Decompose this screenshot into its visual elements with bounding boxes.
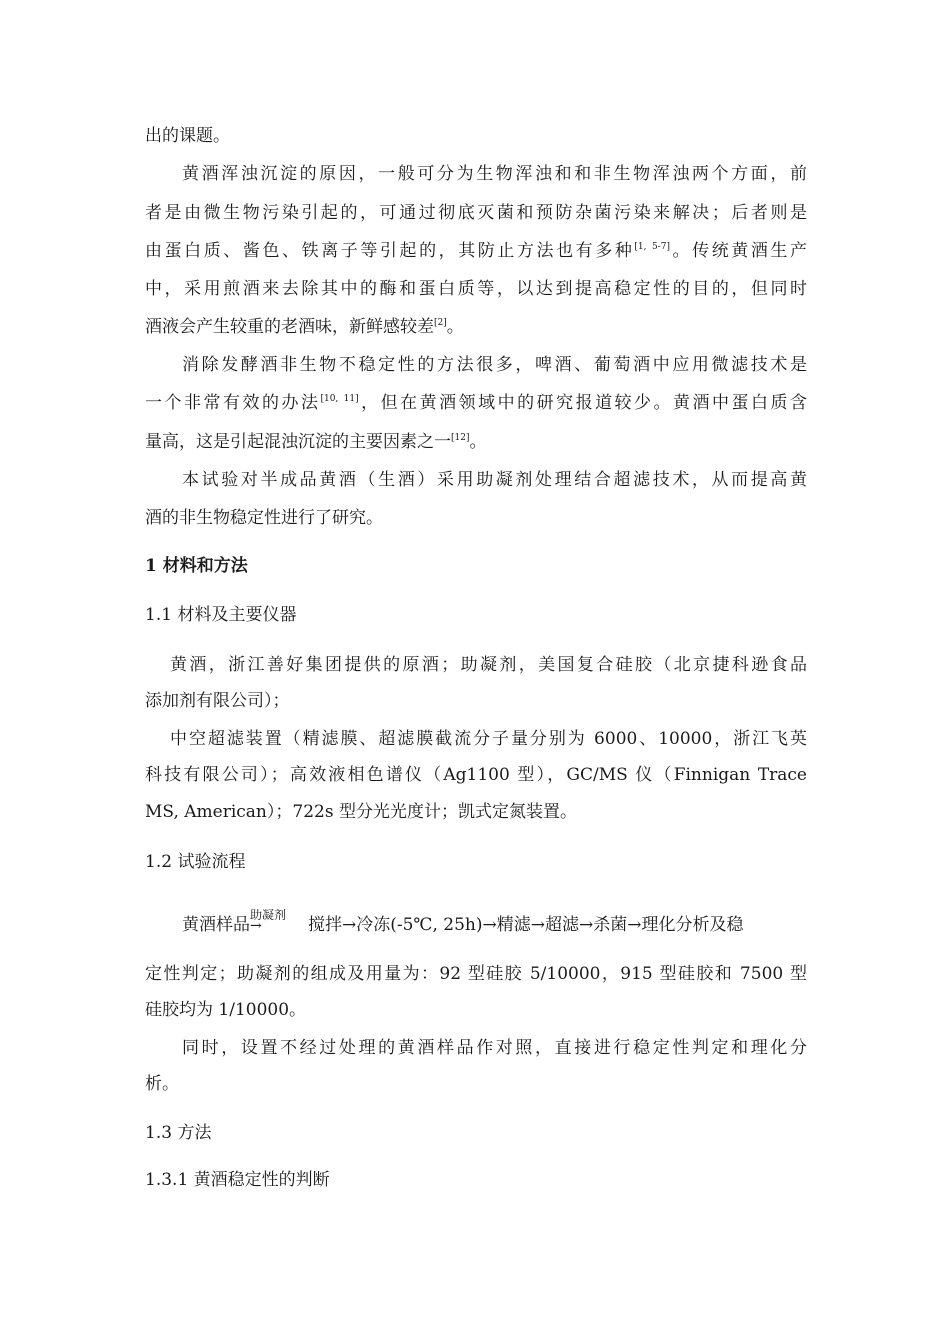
- text: 中空超滤装置（精滤膜、超滤膜截流分子量分别为 6000、10000，浙江飞英: [170, 729, 807, 749]
- reagent-arrow: [250, 908, 308, 938]
- text: 由蛋白质、酱色、铁离子等引起的，其防止方法也有多种: [145, 241, 635, 261]
- section-heading: [145, 555, 248, 577]
- heading-text: 1.1 材料及主要仪器: [145, 605, 297, 625]
- subsection-heading: [145, 1122, 211, 1144]
- citation-ref: [10, 11]: [320, 394, 359, 404]
- heading-text: 1.3.1 黄酒稳定性的判断: [145, 1170, 330, 1190]
- text: MS, American）；722s 型分光光度计；凯式定氮装置。: [145, 802, 577, 822]
- paragraph-line: [145, 963, 807, 985]
- paragraph-line: [145, 316, 464, 338]
- text: 黄酒样品: [182, 915, 250, 935]
- paragraph-line: [182, 469, 807, 491]
- paragraph-line: [170, 728, 807, 750]
- arrow-icon: →: [250, 918, 262, 934]
- text: 一个非常有效的办法: [145, 393, 321, 413]
- paragraph-line: [145, 240, 807, 262]
- paragraph-line: [145, 507, 383, 529]
- text: 。传统黄酒生产: [669, 241, 808, 261]
- subsection-heading: [145, 851, 245, 873]
- text: 消除发酵酒非生物不稳定性的方法很多，啤酒、葡萄酒中应用微滤技术是: [182, 355, 807, 375]
- text: 出的课题。: [145, 126, 230, 146]
- subsection-heading: [145, 1169, 330, 1191]
- heading-text: 1.3 方法: [145, 1123, 212, 1143]
- text: 黄酒，浙江善好集团提供的原酒；助凝剂，美国复合硅胶（北京捷科逊食品: [170, 655, 807, 675]
- text: 科技有限公司）；高效液相色谱仪（Ag1100 型），GC/MS 仪（Finnigan Trace: [145, 765, 807, 785]
- citation-ref: [12]: [451, 433, 470, 443]
- flow-line: [182, 908, 744, 938]
- paragraph-line: [182, 354, 807, 376]
- text: 。: [469, 432, 487, 452]
- text: 。: [446, 317, 464, 337]
- text: 酒液会产生较重的老酒味，新鲜感较差: [145, 317, 434, 337]
- paragraph-line: [170, 654, 807, 676]
- paragraph-line: [145, 392, 807, 414]
- text: 本试验对半成品黄酒（生酒）采用助凝剂处理结合超滤技术，从而提高黄: [182, 470, 807, 490]
- heading-text: 1 材料和方法: [145, 556, 248, 576]
- paragraph-line: [145, 801, 577, 823]
- paragraph-line: [145, 125, 230, 147]
- citation-ref: [2]: [434, 318, 447, 328]
- paragraph-line: [145, 1073, 179, 1095]
- paragraph-line: [145, 690, 290, 712]
- text: 酒的非生物稳定性进行了研究。: [145, 508, 383, 528]
- paragraph-line: [145, 278, 807, 300]
- text: 黄酒浑浊沉淀的原因，一般可分为生物浑浊和和非生物浑浊两个方面，前: [182, 164, 807, 184]
- text: 同时，设置不经过处理的黄酒样品作对照，直接进行稳定性判定和理化分: [182, 1038, 807, 1058]
- paragraph-line: [145, 764, 807, 786]
- text: 硅胶均为 1/10000。: [145, 1000, 307, 1020]
- paragraph-line: [145, 202, 807, 224]
- text: ，但在黄酒领域中的研究报道较少。黄酒中蛋白质含: [358, 393, 808, 413]
- paragraph-line: [145, 431, 486, 453]
- heading-text: 1.2 试验流程: [145, 852, 246, 872]
- arrow-label: 助凝剂: [250, 908, 287, 922]
- text: 定性判定；助凝剂的组成及用量为：92 型硅胶 5/10000，915 型硅胶和 7500 型: [145, 964, 807, 984]
- paragraph-line: [145, 999, 306, 1021]
- text: 析。: [145, 1074, 179, 1094]
- text: 量高，这是引起混浊沉淀的主要因素之一: [145, 432, 451, 452]
- text: 添加剂有限公司）；: [145, 691, 290, 711]
- text: 者是由微生物污染引起的，可通过彻底灭菌和预防杂菌污染来解决；后者则是: [145, 203, 807, 223]
- paragraph-line: [182, 1037, 807, 1059]
- paragraph-line: [182, 163, 807, 185]
- text: 搅拌→冷冻(-5℃, 25h)→精滤→超滤→杀菌→理化分析及稳: [308, 915, 744, 935]
- subsection-heading: [145, 604, 296, 626]
- citation-ref: [1, 5-7]: [634, 242, 670, 252]
- text: 中，采用煎酒来去除其中的酶和蛋白质等，以达到提高稳定性的目的，但同时: [145, 279, 807, 299]
